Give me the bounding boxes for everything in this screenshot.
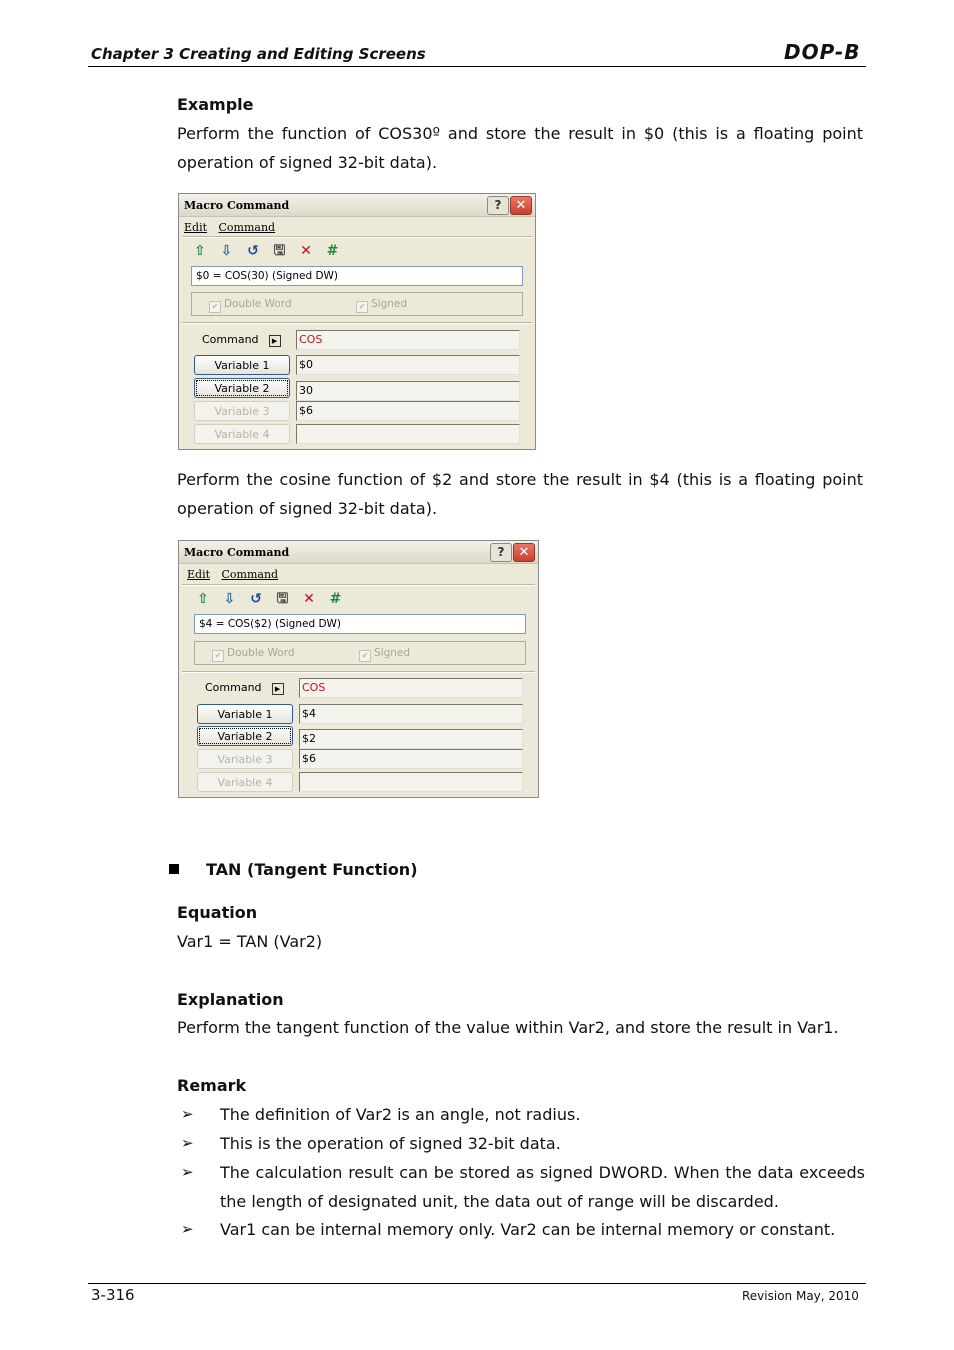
variable2-value[interactable]: $2 [299,729,523,749]
check-icon: ✔ [209,301,221,313]
command-value: COS [296,330,520,350]
explanation-text: Perform the tangent function of the value within Var2, and store the result in Var1. [177,1018,839,1037]
equation-display: $4 = COS($2) (Signed DW) [194,614,526,634]
command-label-text: Command [202,333,259,346]
remark-heading: Remark [177,1076,247,1095]
variable1-button[interactable]: Variable 1 [197,704,293,724]
signed-label: Signed [371,298,408,310]
options-group [191,292,523,316]
dialog-titlebar [179,194,535,217]
variable4-value [296,424,520,444]
tan-heading: TAN (Tangent Function) [206,860,418,879]
dialog-title: Macro Command [184,546,290,559]
arrow-bullet-icon: ➢ [181,1220,194,1238]
menu-edit[interactable]: Edit [184,221,208,234]
arrow-bullet-icon: ➢ [181,1134,194,1152]
variable3-button: Variable 3 [197,749,293,769]
variable2-button[interactable]: Variable 2 [194,378,290,398]
menu-command[interactable]: Command [218,221,276,234]
options-separator [182,322,532,324]
play-arrow-icon[interactable]: ▶ [269,335,281,347]
check-icon: ✔ [356,301,368,313]
double-word-checkbox [212,647,295,662]
double-word-label: Double Word [227,647,295,659]
dialog-title: Macro Command [184,199,290,212]
explanation-heading: Explanation [177,990,284,1009]
undo-icon[interactable]: ↺ [250,591,262,607]
macro-command-dialog-2 [178,540,539,798]
header-rule [88,66,866,67]
variable4-button: Variable 4 [197,772,293,792]
signed-checkbox [359,647,410,662]
double-word-label: Double Word [224,298,292,310]
example-text: Perform the function of COS30º and store the result in $0 (this is a floating point operation of signed 32-bit data). [177,124,863,172]
dialog-titlebar [179,541,538,564]
footer-rule [88,1283,866,1284]
arrow-bullet-icon: ➢ [181,1163,194,1181]
help-button[interactable]: ? [487,196,509,215]
close-button[interactable]: ✕ [513,543,535,562]
options-group [194,641,526,665]
equation-display: $0 = COS(30) (Signed DW) [191,266,523,286]
check-icon: ✔ [212,650,224,662]
move-up-icon[interactable]: ⇧ [194,243,206,259]
delete-icon[interactable]: ✕ [303,591,315,607]
example-heading: Example [177,95,254,114]
remark-item: Var1 can be internal memory only. Var2 can be internal memory or constant. [220,1220,836,1239]
check-icon: ✔ [359,650,371,662]
remark-item: The calculation result can be stored as signed DWORD. When the data exceeds the length of designated unit, the data out of range will be discarded. [220,1163,865,1211]
variable1-button[interactable]: Variable 1 [194,355,290,375]
variable3-value: $6 [296,401,520,421]
menu-edit[interactable]: Edit [187,568,211,581]
remark-item: The definition of Var2 is an angle, not radius. [220,1105,581,1124]
options-separator [182,671,535,673]
move-down-icon[interactable]: ⇩ [220,243,233,259]
close-button[interactable]: ✕ [510,196,532,215]
command-value: COS [299,678,523,698]
menu-command[interactable]: Command [221,568,279,581]
macro-command-dialog-1 [178,193,536,450]
equation-heading: Equation [177,903,258,922]
variable2-value[interactable]: 30 [296,381,520,401]
variable1-value[interactable]: $4 [299,704,523,724]
delete-icon[interactable]: ✕ [300,243,312,259]
menu-bar [184,221,283,234]
variable3-value: $6 [299,749,523,769]
variable1-value[interactable]: $0 [296,355,520,375]
hash-icon[interactable]: # [326,243,339,259]
save-icon[interactable]: 🖫 [276,591,289,607]
example2-text: Perform the cosine function of $2 and store the result in $4 (this is a floating point operation of signed 32-bit data). [177,470,863,518]
variable4-button: Variable 4 [194,424,290,444]
menu-bar [187,568,286,581]
revision-date: Revision May, 2010 [742,1289,859,1303]
hash-icon[interactable]: # [329,591,342,607]
variable4-value [299,772,523,792]
variable3-button: Variable 3 [194,401,290,421]
save-icon[interactable]: 🖫 [273,243,286,259]
section-bullet-icon [169,864,179,874]
signed-checkbox [356,298,407,313]
chapter-title: Chapter 3 Creating and Editing Screens [91,45,426,63]
toolbar [194,590,350,610]
help-button[interactable]: ? [490,543,512,562]
play-arrow-icon[interactable]: ▶ [272,683,284,695]
remark-item: This is the operation of signed 32-bit data. [220,1134,561,1153]
dop-b-logo: DOP-B [784,40,861,64]
move-up-icon[interactable]: ⇧ [197,591,209,607]
toolbar [191,242,347,262]
double-word-checkbox [209,298,292,313]
variable2-button[interactable]: Variable 2 [197,726,293,746]
move-down-icon[interactable]: ⇩ [223,591,236,607]
page-number: 3-316 [91,1286,135,1304]
command-label [197,678,293,698]
menu-separator [182,584,535,586]
equation-text: Var1 = TAN (Var2) [177,932,323,951]
command-label [194,330,290,350]
command-label-text: Command [205,681,262,694]
menu-separator [182,236,532,238]
arrow-bullet-icon: ➢ [181,1105,194,1123]
undo-icon[interactable]: ↺ [247,243,259,259]
signed-label: Signed [374,647,411,659]
